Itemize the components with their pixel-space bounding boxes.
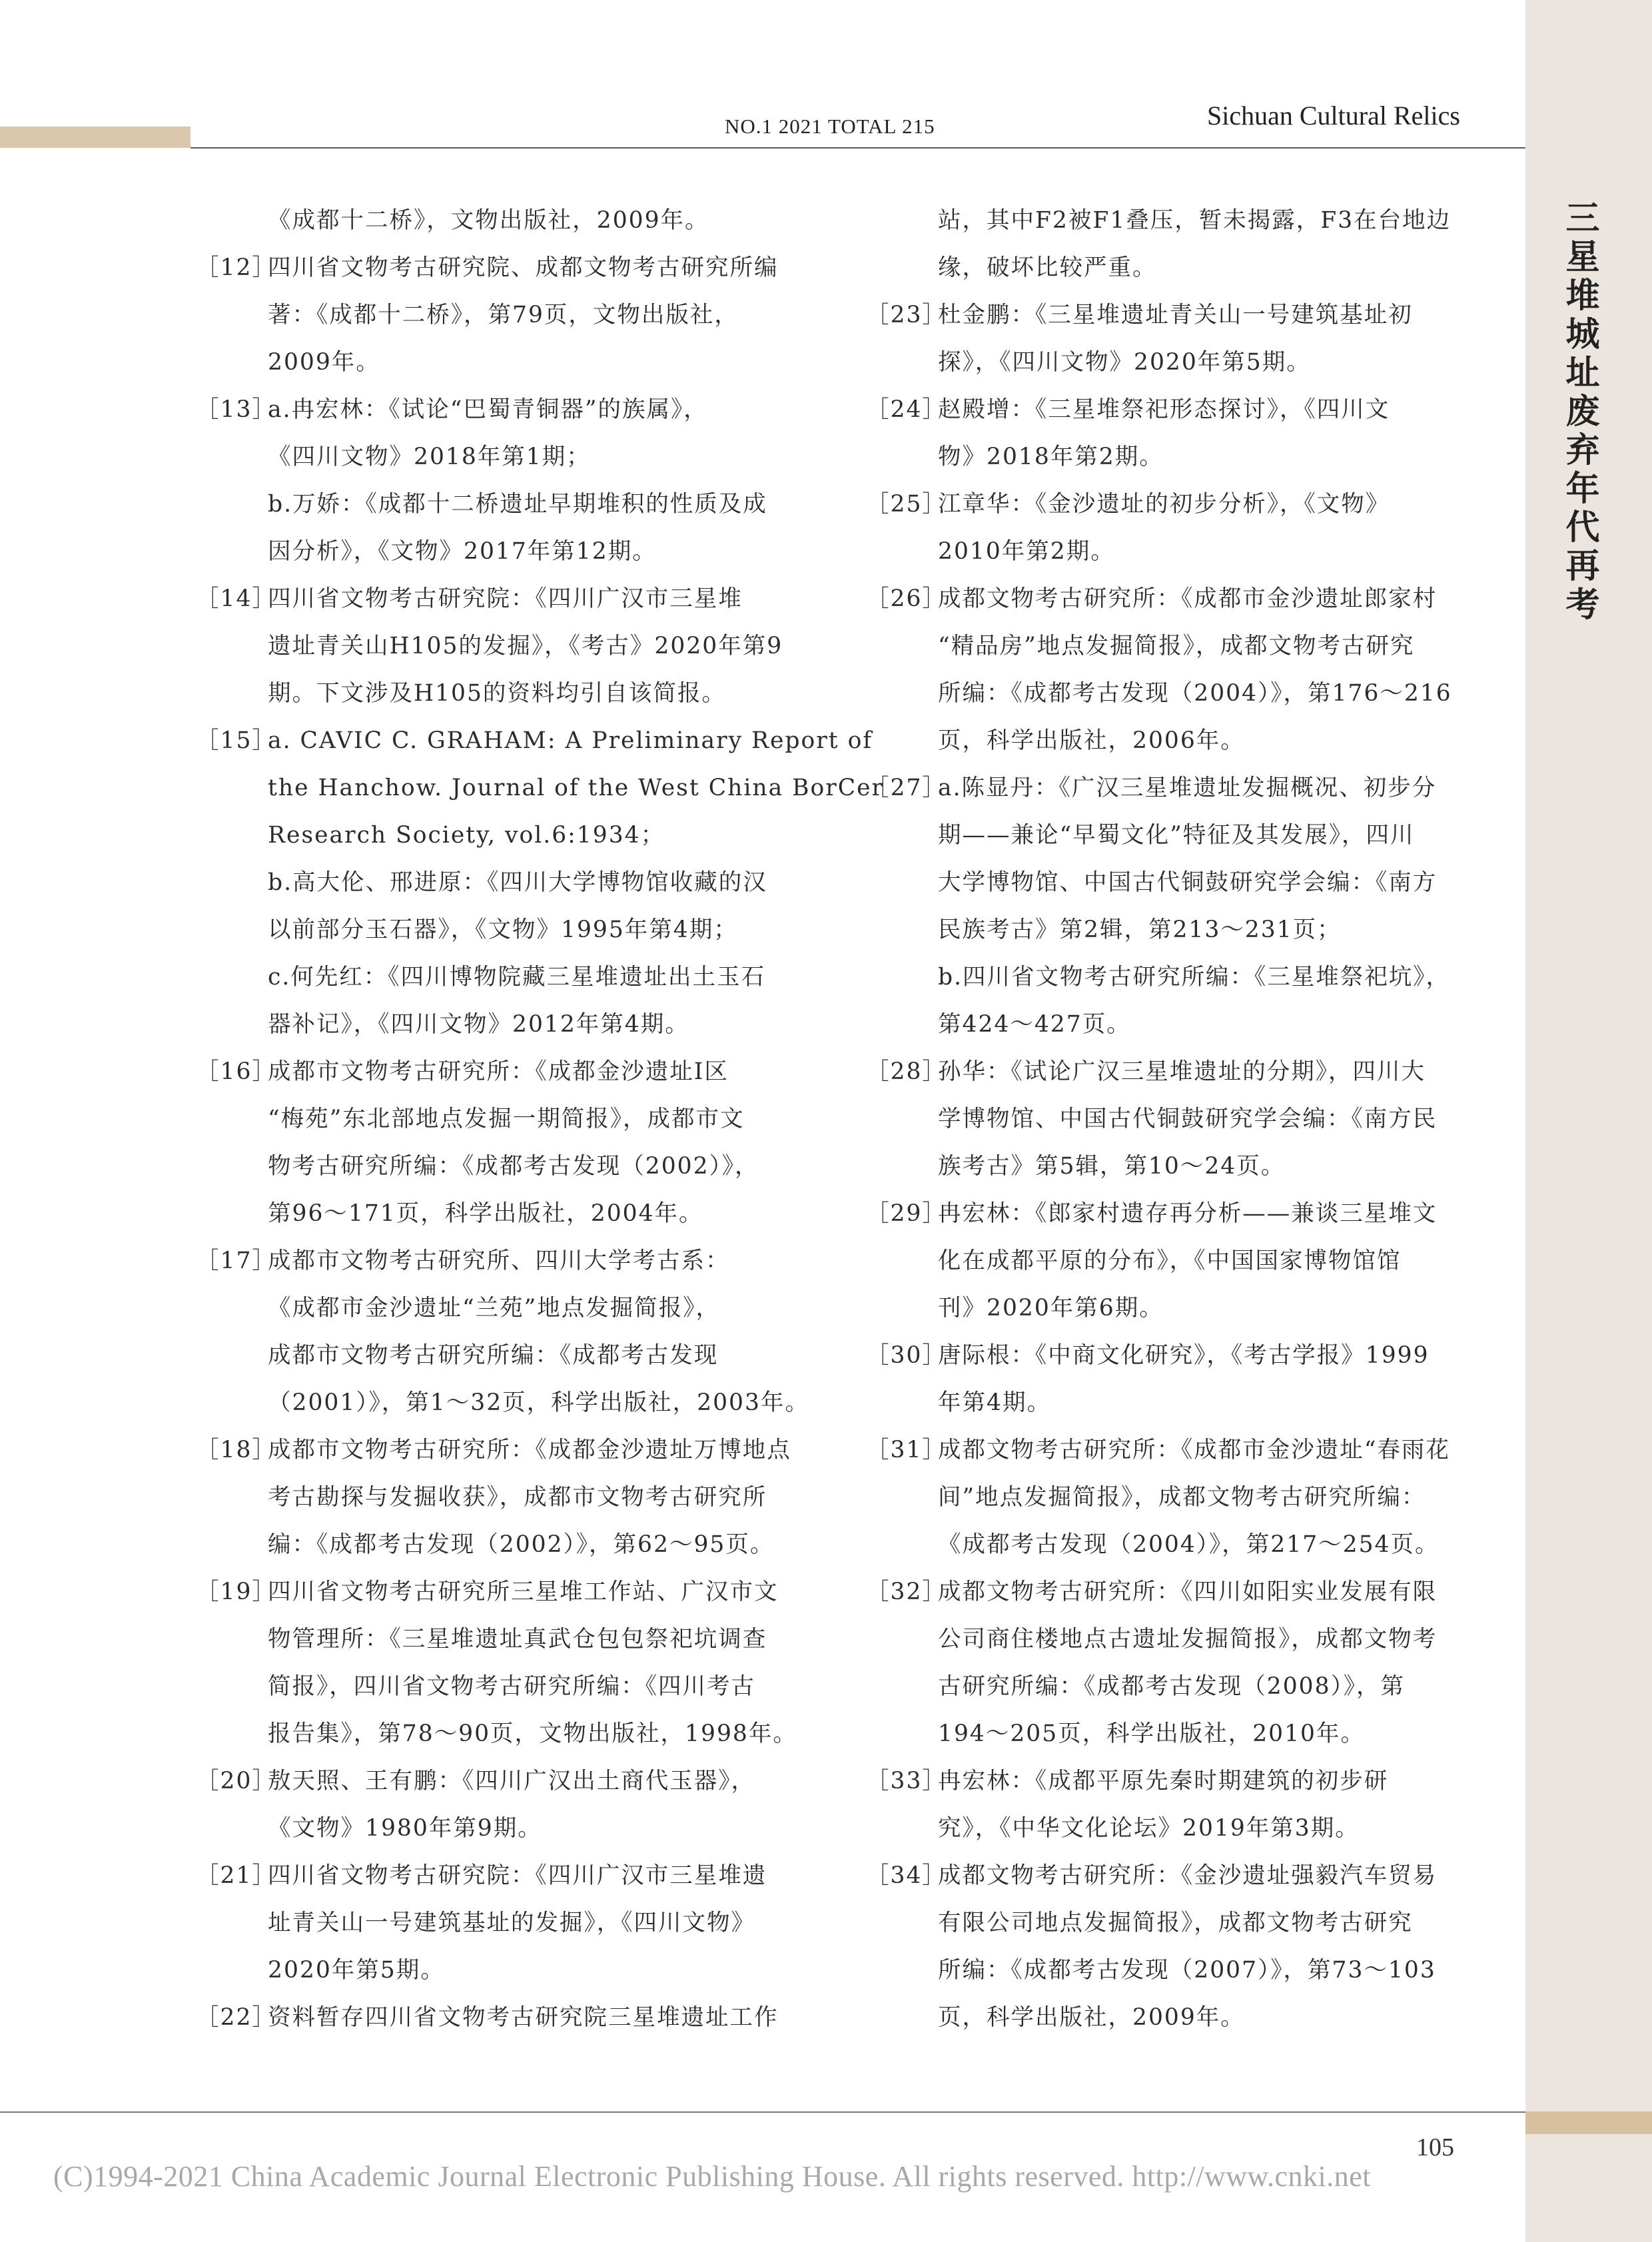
- reference-text: [268, 1048, 802, 1238]
- journal-name: Sichuan Cultural Relics: [1207, 101, 1460, 131]
- reference-line: 成都文物考古研究所：《成都市金沙遗址郎家村: [938, 585, 1438, 612]
- page-number: 105: [1416, 2133, 1454, 2161]
- reference-line: 第96～171页，科学出版社，2004年。: [268, 1200, 703, 1227]
- reference-entry: [866, 1190, 1472, 1332]
- reference-number: ［27］: [866, 775, 947, 801]
- reference-entry: [866, 1048, 1472, 1190]
- reference-entry: [866, 765, 1472, 1048]
- reference-line: 族考古》第5辑，第10～24页。: [938, 1153, 1286, 1180]
- reference-entry: [196, 197, 802, 244]
- reference-text: [938, 197, 1472, 292]
- reference-number: ［22］: [196, 2004, 276, 2031]
- reference-line: 四川省文物考古研究院：《四川广汉市三星堆遗: [268, 1862, 767, 1889]
- reference-text: [268, 1994, 802, 2042]
- reference-text: [268, 197, 802, 244]
- reference-line: 第424～427页。: [938, 1011, 1131, 1038]
- reference-line: 究》，《中华文化论坛》2019年第3期。: [938, 1815, 1360, 1842]
- reference-entry: [196, 575, 802, 717]
- reference-entry: [866, 1427, 1472, 1569]
- reference-text: [938, 575, 1472, 765]
- reference-line: 四川省文物考古研究院、成都文物考古研究所编: [268, 254, 779, 281]
- reference-line: 成都市文物考古研究所：《成都金沙遗址万博地点: [268, 1437, 791, 1463]
- reference-number: ［25］: [866, 491, 947, 518]
- reference-line: 物》2018年第2期。: [938, 444, 1164, 470]
- reference-entry: [196, 1758, 802, 1852]
- reference-line: 遗址青关山H105的发掘》，《考古》2020年第9: [268, 633, 783, 659]
- reference-line: 敖天照、王有鹏：《四川广汉出土商代玉器》，: [268, 1768, 755, 1794]
- reference-line: 简报》，四川省文物考古研究所编：《四川考古: [268, 1673, 755, 1700]
- reference-entry: [196, 244, 802, 386]
- reference-line: 《成都考古发现（2004）》，第217～254页。: [938, 1531, 1440, 1558]
- footer-accent-bar: [1525, 2111, 1652, 2134]
- reference-line: 所编：《成都考古发现（2004）》，第176～216: [938, 680, 1452, 707]
- reference-line: c.何先红：《四川博物院藏三星堆遗址出土玉石: [268, 964, 766, 990]
- reference-line: 公司商住楼地点古遗址发掘简报》，成都文物考: [938, 1626, 1438, 1653]
- reference-line: b.高大伦、邢进原：《四川大学博物馆收藏的汉: [268, 869, 767, 896]
- reference-number: ［16］: [196, 1058, 276, 1085]
- reference-line: 四川省文物考古研究所三星堆工作站、广汉市文: [268, 1579, 779, 1605]
- reference-text: [268, 386, 802, 575]
- reference-line: 成都文物考古研究所：《四川如阳实业发展有限: [938, 1579, 1438, 1605]
- reference-line: 194～205页，科学出版社，2010年。: [938, 1720, 1365, 1747]
- reference-line: 2009年。: [268, 349, 380, 376]
- reference-entry: [196, 1238, 809, 1427]
- reference-line: 成都文物考古研究所：《金沙遗址强毅汽车贸易: [938, 1862, 1438, 1889]
- running-article-title: 三星堆城址废弃年代再考: [1559, 200, 1599, 625]
- reference-number: ［32］: [866, 1579, 947, 1605]
- reference-line: （2001）》，第1～32页，科学出版社，2003年。: [268, 1389, 809, 1416]
- reference-number: ［21］: [196, 1862, 276, 1889]
- reference-line: 成都文物考古研究所：《成都市金沙遗址“春雨花: [938, 1437, 1450, 1463]
- reference-line: 古研究所编：《成都考古发现（2008）》，第: [938, 1673, 1406, 1700]
- reference-line: 刊》2020年第6期。: [938, 1295, 1164, 1321]
- reference-text: [938, 1427, 1472, 1569]
- reference-line: 成都市文物考古研究所、四川大学考古系：: [268, 1248, 730, 1274]
- reference-line: 民族考古》第2辑，第213～231页；: [938, 917, 1342, 943]
- reference-number: ［20］: [196, 1768, 276, 1794]
- reference-line: 四川省文物考古研究院：《四川广汉市三星堆: [268, 585, 743, 612]
- reference-number: ［31］: [866, 1437, 947, 1463]
- reference-entry: [866, 1852, 1472, 2042]
- reference-text: [938, 765, 1472, 1048]
- reference-text: [938, 292, 1472, 386]
- reference-entry: [196, 1048, 802, 1238]
- reference-line: 著：《成都十二桥》，第79页，文物出版社，: [268, 302, 739, 328]
- reference-line: Research Society, vol.6:1934；: [268, 822, 665, 849]
- footer-rule: [0, 2111, 1525, 2113]
- reference-text: [268, 1569, 802, 1758]
- reference-line: 页，科学出版社，2009年。: [938, 2004, 1245, 2031]
- reference-number: ［23］: [866, 302, 947, 328]
- reference-line: 冉宏林：《成都平原先秦时期建筑的初步研: [938, 1768, 1389, 1794]
- reference-number: ［34］: [866, 1862, 947, 1889]
- reference-line: 考古勘探与发掘收获》，成都市文物考古研究所: [268, 1484, 767, 1511]
- reference-line: a. CAVIC C. GRAHAM: A Preliminary Report of: [268, 727, 873, 754]
- reference-number: ［28］: [866, 1058, 947, 1085]
- reference-line: 缘，破坏比较严重。: [938, 254, 1157, 281]
- reference-line: 唐际根：《中商文化研究》，《考古学报》1999: [938, 1342, 1430, 1369]
- reference-number: ［17］: [196, 1248, 276, 1274]
- reference-line: 以前部分玉石器》，《文物》1995年第4期；: [268, 917, 738, 943]
- reference-line: 期——兼论“早蜀文化”特征及其发展》，四川: [938, 822, 1415, 849]
- reference-text: [938, 1758, 1472, 1852]
- reference-text: [938, 481, 1472, 575]
- reference-line: “梅苑”东北部地点发掘一期简报》，成都市文: [268, 1106, 745, 1132]
- references-right-column: [866, 197, 1472, 2042]
- issue-info: NO.1 2021 TOTAL 215: [725, 115, 935, 138]
- reference-line: 有限公司地点发掘简报》，成都文物考古研究: [938, 1910, 1413, 1936]
- reference-entry: [196, 1427, 802, 1569]
- reference-text: [268, 1427, 802, 1569]
- reference-number: ［13］: [196, 396, 276, 423]
- reference-line: 成都市文物考古研究所：《成都金沙遗址Ⅰ区: [268, 1058, 729, 1085]
- reference-line: 大学博物馆、中国古代铜鼓研究学会编：《南方: [938, 869, 1438, 896]
- reference-entry: [866, 1569, 1472, 1758]
- reference-line: b.万娇：《成都十二桥遗址早期堆积的性质及成: [268, 491, 767, 518]
- reference-number: ［30］: [866, 1342, 947, 1369]
- reference-text: [938, 1332, 1472, 1427]
- reference-line: 赵殿增：《三星堆祭祀形态探讨》，《四川文: [938, 396, 1390, 423]
- reference-line: 物管理所：《三星堆遗址真武仓包包祭祀坑调查: [268, 1626, 767, 1653]
- reference-entry: [196, 717, 885, 1048]
- reference-line: 冉宏林：《郎家村遗存再分析——兼谈三星堆文: [938, 1200, 1438, 1227]
- reference-line: 期。下文涉及H105的资料均引自该简报。: [268, 680, 726, 707]
- reference-text: [938, 1190, 1472, 1332]
- header-accent-bar: [0, 127, 191, 148]
- reference-line: 器补记》，《四川文物》2012年第4期。: [268, 1011, 689, 1038]
- reference-number: ［26］: [866, 585, 947, 612]
- reference-entry: [866, 292, 1472, 386]
- reference-line: 报告集》，第78～90页，文物出版社，1998年。: [268, 1720, 797, 1747]
- reference-entry: [196, 1852, 802, 1994]
- reference-line: b.四川省文物考古研究所编：《三星堆祭祀坑》，: [938, 964, 1451, 990]
- reference-line: 江章华：《金沙遗址的初步分析》，《文物》: [938, 491, 1390, 518]
- copyright-notice: (C)1994-2021 China Academic Journal Electronic Publishing House. All rights reserved. http://www.cnki.net: [53, 2160, 1371, 2193]
- reference-line: 《成都十二桥》，文物出版社，2009年。: [268, 207, 709, 234]
- reference-text: [268, 1238, 809, 1427]
- reference-line: 孙华：《试论广汉三星堆遗址的分期》，四川大: [938, 1058, 1426, 1085]
- reference-line: 学博物馆、中国古代铜鼓研究学会编：《南方民: [938, 1106, 1438, 1132]
- reference-number: ［14］: [196, 585, 276, 612]
- reference-text: [938, 1852, 1472, 2042]
- reference-entry: [196, 386, 802, 575]
- reference-entry: [866, 1758, 1472, 1852]
- reference-line: 站，其中F2被F1叠压，暂未揭露，F3在台地边: [938, 207, 1451, 234]
- reference-number: ［33］: [866, 1768, 947, 1794]
- reference-text: [938, 386, 1472, 481]
- reference-line: the Hanchow. Journal of the West China BorCer: [268, 775, 885, 801]
- reference-line: 杜金鹏：《三星堆遗址青关山一号建筑基址初: [938, 302, 1413, 328]
- reference-entry: [866, 481, 1472, 575]
- reference-line: 编：《成都考古发现（2002）》，第62～95页。: [268, 1531, 775, 1558]
- reference-line: 《文物》1980年第9期。: [268, 1815, 542, 1842]
- reference-number: ［15］: [196, 727, 276, 754]
- reference-line: 《成都市金沙遗址“兰苑”地点发掘简报》，: [268, 1295, 721, 1321]
- reference-entry: [866, 197, 1472, 292]
- reference-line: a.陈显丹：《广汉三星堆遗址发掘概况、初步分: [938, 775, 1437, 801]
- reference-text: [268, 1758, 802, 1852]
- reference-line: 2010年第2期。: [938, 538, 1115, 565]
- reference-line: 因分析》，《文物》2017年第12期。: [268, 538, 657, 565]
- reference-line: 化在成都平原的分布》，《中国国家博物馆馆: [938, 1248, 1402, 1274]
- reference-line: 页，科学出版社，2006年。: [938, 727, 1245, 754]
- reference-text: [268, 717, 884, 1048]
- reference-entry: [866, 386, 1472, 481]
- reference-number: ［18］: [196, 1437, 276, 1463]
- reference-line: 探》，《四川文物》2020年第5期。: [938, 349, 1311, 376]
- reference-entry: [196, 1994, 802, 2042]
- reference-number: ［19］: [196, 1579, 276, 1605]
- reference-entry: [866, 575, 1472, 765]
- reference-line: “精品房”地点发掘简报》，成都文物考古研究: [938, 633, 1415, 659]
- reference-text: [268, 575, 802, 717]
- reference-line: 物考古研究所编：《成都考古发现（2002）》，: [268, 1153, 759, 1180]
- reference-line: 资料暂存四川省文物考古研究院三星堆遗址工作: [268, 2004, 779, 2031]
- reference-entry: [196, 1569, 802, 1758]
- reference-text: [268, 244, 802, 386]
- reference-text: [938, 1048, 1472, 1190]
- reference-line: 年第4期。: [938, 1389, 1051, 1416]
- reference-line: 2020年第5期。: [268, 1957, 445, 1984]
- reference-line: 址青关山一号建筑基址的发掘》，《四川文物》: [268, 1910, 755, 1936]
- reference-number: ［12］: [196, 254, 276, 281]
- reference-line: a.冉宏林：《试论“巴蜀青铜器”的族属》，: [268, 396, 708, 423]
- reference-text: [268, 1852, 802, 1994]
- references-left-column: [196, 197, 885, 2042]
- reference-line: 成都市文物考古研究所编：《成都考古发现: [268, 1342, 719, 1369]
- header-rule: [191, 147, 1525, 149]
- reference-line: 间”地点发掘简报》，成都文物考古研究所编：: [938, 1484, 1426, 1511]
- reference-line: 《四川文物》2018年第1期；: [268, 444, 591, 470]
- reference-number: ［24］: [866, 396, 947, 423]
- reference-text: [938, 1569, 1472, 1758]
- reference-line: 所编：《成都考古发现（2007）》，第73～103: [938, 1957, 1436, 1984]
- reference-number: ［29］: [866, 1200, 947, 1227]
- reference-entry: [866, 1332, 1472, 1427]
